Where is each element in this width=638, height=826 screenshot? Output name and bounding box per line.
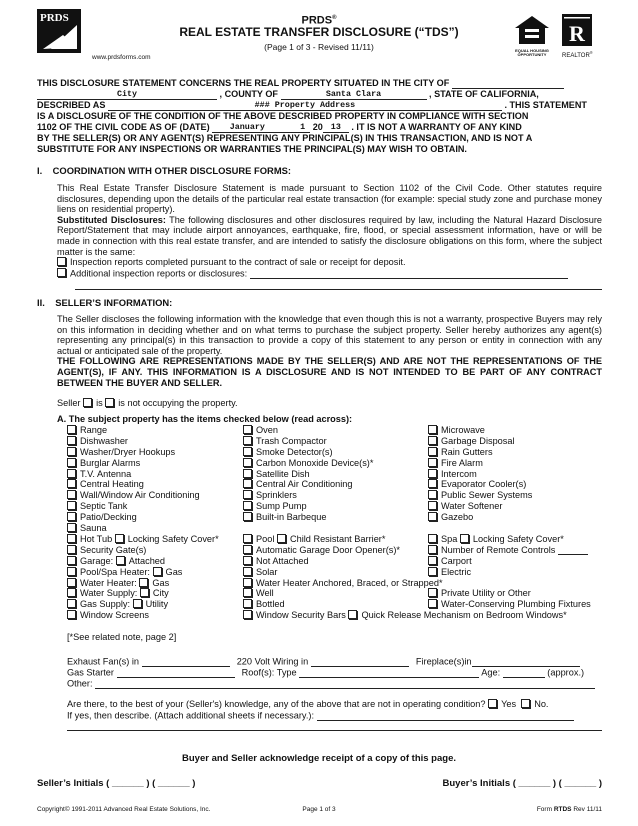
eho-label: EQUAL HOUSING OPPORTUNITY <box>515 47 549 58</box>
yes-label: Yes <box>501 699 517 709</box>
item-antenna <box>67 469 200 480</box>
spa-checkbox[interactable] <box>428 534 437 543</box>
item-antenna-label: T.V. Antenna <box>80 468 132 479</box>
water-conserving-checkbox[interactable] <box>428 599 437 608</box>
gas-utility-label: Utility <box>145 599 169 610</box>
approx-label: (approx.) <box>547 667 585 678</box>
date-year-field[interactable]: 13 <box>323 122 349 133</box>
pool-heater-label: Pool/Spa Heater: <box>80 566 150 577</box>
fields-row-1 <box>67 656 602 667</box>
water-supply-city-label: City <box>152 588 169 599</box>
row-water-heater <box>67 578 607 589</box>
item-patio-label: Patio/Decking <box>80 512 137 523</box>
seller-is-checkbox[interactable] <box>83 398 92 407</box>
occupying-label: is not occupying the property. <box>118 398 238 408</box>
item-disposal-checkbox[interactable] <box>428 436 437 445</box>
garage-group <box>67 556 165 567</box>
item-intercom <box>428 469 532 480</box>
item-satellite-checkbox[interactable] <box>243 469 252 478</box>
state-label: , STATE OF CALIFORNIA, <box>429 89 539 100</box>
item-gazebo <box>428 512 532 523</box>
item-microwave-checkbox[interactable] <box>428 425 437 434</box>
item-evaporator-checkbox[interactable] <box>428 479 437 488</box>
substituted-text: The following disclosures and other disclosures required by law, including the Natural Hazard Disclosure Report/Statement that may include airport annoyances, earthquake, fire, flood, or special assessment information, have or will be made in connection with this real estate transfer, and are intended to satisfy the disclosure obligations on this form, where the subject matter is the same: <box>57 214 602 257</box>
gas-utility-checkbox[interactable] <box>133 599 142 608</box>
item-microwave-label: Microwave <box>441 425 485 435</box>
garage-label: Garage: <box>80 555 114 566</box>
item-evaporator <box>428 479 532 490</box>
window-bars-group <box>243 610 567 621</box>
item-co-checkbox[interactable] <box>243 458 252 467</box>
date-day: 1 <box>300 121 306 132</box>
item-oven-checkbox[interactable] <box>243 425 252 434</box>
brand-mark: ® <box>332 15 337 21</box>
city-field[interactable]: City <box>37 89 217 100</box>
attached-checkbox[interactable] <box>116 556 125 565</box>
item-fire-alarm-label: Fire Alarm <box>441 457 483 468</box>
yes-checkbox[interactable] <box>488 699 497 708</box>
security-gates-checkbox[interactable] <box>67 545 76 554</box>
gas-starter-label: Gas Starter <box>67 667 114 678</box>
carport-group <box>428 556 472 567</box>
warranty-label: . IT IS NOT A WARRANTY OF ANY KIND <box>351 122 522 132</box>
attached-label: Attached <box>128 555 166 566</box>
realtor-r-icon <box>562 14 592 46</box>
item-satellite-label: Satellite Dish <box>256 468 310 479</box>
fireplace-field[interactable] <box>472 656 580 667</box>
form-prefix: Form <box>536 806 552 813</box>
city-line[interactable] <box>452 78 564 89</box>
intro-line-6: BY THE SELLER(S) OR ANY AGENT(S) REPRESENTING ANY PRINCIPAL(S) IN THIS TRANSACTION, AND IS NOT A <box>37 132 533 143</box>
roof-field[interactable] <box>299 667 479 678</box>
section-1-p1: This Real Estate Transfer Disclosure Statement is made pursuant to Section 1102 of the Civil Code. Other statutes require disclosures, depending upon the details of the particular real estate transaction (for example: special study zone and purchase money liens on residential property). <box>57 183 602 215</box>
gas-supply-label: Gas Supply: <box>80 599 131 610</box>
volt-field[interactable] <box>311 656 409 667</box>
item-gazebo-checkbox[interactable] <box>428 512 437 521</box>
substituted-label: Substituted Disclosures: <box>57 214 166 225</box>
footer-page: Page 1 of 3 <box>302 806 336 813</box>
item-trash-label: Trash Compactor <box>256 435 327 446</box>
item-sewer <box>428 490 532 501</box>
section-2-title: SELLER’S INFORMATION: <box>55 297 173 308</box>
pool-heater-gas-label: Gas <box>165 566 183 577</box>
item-central-heating <box>67 479 200 490</box>
water-heater-gas-label: Gas <box>152 577 170 588</box>
garage-opener-group <box>243 545 400 556</box>
hot-tub-checkbox[interactable] <box>67 534 76 543</box>
hot-tub-label: Hot Tub <box>80 534 113 544</box>
section-2-heading <box>37 298 172 309</box>
operating-question-text: Are there, to the best of your (Seller's) knowledge, any of the above that are not in operating condition? <box>67 699 486 709</box>
item-sprinklers <box>243 490 373 501</box>
item-sump-checkbox[interactable] <box>243 501 252 510</box>
section-1-body <box>57 183 602 279</box>
date-month: January <box>229 121 265 132</box>
spa-label: Spa <box>441 534 458 544</box>
security-gates-group <box>67 545 146 556</box>
describe-field[interactable] <box>317 710 574 721</box>
item-sauna <box>67 523 200 534</box>
item-fire-alarm <box>428 458 532 469</box>
row-pool-heater <box>67 567 607 578</box>
window-screens-label: Window Screens <box>80 610 149 621</box>
fields-row-2 <box>67 667 602 678</box>
item-gutters-label: Rain Gutters <box>441 446 493 457</box>
solar-group <box>243 567 277 578</box>
items-col-1 <box>67 425 200 534</box>
address-field[interactable]: ### Property Address <box>108 100 502 111</box>
item-softener-checkbox[interactable] <box>428 501 437 510</box>
item-sauna-label: Sauna <box>80 523 107 534</box>
item-range-label: Range <box>80 425 108 435</box>
window-bars-label: Window Security Bars <box>256 610 346 621</box>
item-central-ac-checkbox[interactable] <box>243 479 252 488</box>
describe-label: If yes, then describe. (Attach additional sheets if necessary.): <box>67 710 314 721</box>
age-label: Age: <box>481 667 501 678</box>
item-burglar-checkbox[interactable] <box>67 458 76 467</box>
item-dishwasher-checkbox[interactable] <box>67 436 76 445</box>
bottled-checkbox[interactable] <box>243 599 252 608</box>
spa-cover-checkbox[interactable] <box>460 534 469 543</box>
row-security <box>67 545 607 556</box>
remote-controls-field[interactable] <box>558 545 588 555</box>
realtor-label <box>562 49 602 60</box>
intro-line-5 <box>37 122 602 133</box>
well-group <box>243 588 274 599</box>
realtor-text: REALTOR <box>562 52 590 59</box>
operating-question <box>67 699 602 710</box>
additional-checkbox[interactable] <box>57 268 66 277</box>
exhaust-label: Exhaust Fan(s) in <box>67 656 139 667</box>
item-central-ac-label: Central Air Conditioning <box>256 479 353 490</box>
item-gutters <box>428 447 532 458</box>
water-supply-group <box>67 588 169 599</box>
private-utility-checkbox[interactable] <box>428 588 437 597</box>
item-range-checkbox[interactable] <box>67 425 76 434</box>
seller-initials[interactable]: Seller’s Initials ( ______ ) ( ______ ) <box>37 778 196 789</box>
item-wall-ac <box>67 490 200 501</box>
item-bbq-label: Built-in Barbeque <box>256 512 327 523</box>
item-satellite <box>243 469 373 480</box>
related-note: [*See related note, page 2] <box>67 632 177 642</box>
item-central-ac <box>243 479 373 490</box>
item-wall-ac-label: Wall/Window Air Conditioning <box>80 490 200 501</box>
brand-name: PRDS <box>301 14 333 27</box>
pool-label: Pool <box>256 534 275 544</box>
realtor-logo <box>562 14 602 58</box>
water-heater-gas-checkbox[interactable] <box>139 578 148 587</box>
gas-supply-checkbox[interactable] <box>67 599 76 608</box>
roof-label: Roof(s): Type <box>241 667 297 678</box>
spa-group <box>428 534 564 545</box>
intro-line-1 <box>37 78 602 89</box>
item-softener-label: Water Softener <box>441 501 503 512</box>
garage-opener-label: Automatic Garage Door Opener(s)* <box>256 544 400 555</box>
item-trash <box>243 436 373 447</box>
describe-line-2[interactable] <box>67 730 602 731</box>
item-patio <box>67 512 200 523</box>
house-icon <box>513 14 551 46</box>
window-screens-checkbox[interactable] <box>67 610 76 619</box>
item-range <box>67 425 200 436</box>
section-1-heading <box>37 166 291 177</box>
window-screens-group <box>67 610 149 621</box>
bottled-label: Bottled <box>256 599 285 610</box>
items-col-3 <box>428 425 532 523</box>
pool-heater-gas-checkbox[interactable] <box>153 567 162 576</box>
water-heater-checkbox[interactable] <box>67 578 76 587</box>
row-garage <box>67 556 607 567</box>
item-bbq <box>243 512 373 523</box>
row-hot-tub <box>67 534 607 545</box>
fields-row-3 <box>67 678 602 689</box>
inspection-label: Inspection reports completed pursuant to the contract of sale or receipt for deposit. <box>70 257 406 268</box>
realtor-mark: ® <box>589 49 593 55</box>
seller-label: Seller <box>57 398 81 408</box>
page-title: REAL ESTATE TRANSFER DISCLOSURE (“TDS”) <box>179 25 459 39</box>
pool-heater-checkbox[interactable] <box>67 567 76 576</box>
section-2-p1: The Seller discloses the following information with the knowledge that even though this is not a warranty, prospective Buyers may rely on this information in deciding whether and on what terms to purchase the subject property. Seller hereby authorizes any agent(s) representing any principal(s) in this transaction to provide a copy of this statement to any person or entity in connection with any actual or anticipated sale of the property. <box>57 314 602 356</box>
footer-copyright: Copyright© 1991-2011 Advanced Real Estate Solutions, Inc. <box>37 806 211 813</box>
child-barrier-checkbox[interactable] <box>277 534 286 543</box>
item-co <box>243 458 373 469</box>
item-washer-checkbox[interactable] <box>67 447 76 456</box>
item-sprinklers-label: Sprinklers <box>256 490 297 501</box>
electric-label: Electric <box>441 566 472 577</box>
water-supply-checkbox[interactable] <box>67 588 76 597</box>
row-gas-supply <box>67 599 607 610</box>
item-intercom-label: Intercom <box>441 468 477 479</box>
other-field[interactable] <box>95 678 595 689</box>
described-label: DESCRIBED AS <box>37 100 106 111</box>
solar-label: Solar <box>256 566 278 577</box>
additional-field[interactable] <box>250 268 568 279</box>
statement-label: . THIS STATEMENT <box>504 100 587 111</box>
not-attached-label: Not Attached <box>256 555 309 566</box>
svg-text:R: R <box>569 21 585 46</box>
other-label: Other: <box>67 678 93 689</box>
item-central-heating-label: Central Heating <box>80 479 144 490</box>
fireplace-label: Fireplace(s)in <box>415 656 472 667</box>
section-1-title: COORDINATION WITH OTHER DISCLOSURE FORMS: <box>52 165 291 176</box>
item-smoke-label: Smoke Detector(s) <box>256 446 333 457</box>
intro-line-7: SUBSTITUTE FOR ANY INSPECTIONS OR WARRANTIES THE PRINCIPAL(S) MAY WISH TO OBTAIN. <box>37 143 467 154</box>
item-septic-label: Septic Tank <box>80 501 128 512</box>
county-field[interactable]: Santa Clara <box>281 89 427 100</box>
hot-tub-group <box>67 534 219 545</box>
water-supply-label: Water Supply: <box>80 588 138 599</box>
remote-controls-group <box>428 545 588 556</box>
item-sewer-label: Public Sewer Systems <box>441 490 533 501</box>
item-dishwasher <box>67 436 200 447</box>
footer-form <box>537 805 602 816</box>
bottled-group <box>243 599 285 610</box>
row-water-supply <box>67 588 607 599</box>
pool-group <box>243 534 385 545</box>
well-checkbox[interactable] <box>243 588 252 597</box>
item-washer-label: Washer/Dryer Hookups <box>80 446 176 457</box>
item-disposal-label: Garbage Disposal <box>441 435 515 446</box>
item-burglar <box>67 458 200 469</box>
child-barrier-label: Child Resistant Barrier* <box>289 534 386 544</box>
item-oven-label: Oven <box>256 425 278 435</box>
water-heater-anchored-label: Water Heater Anchored, Braced, or Strapped* <box>256 577 443 588</box>
describe-row <box>67 710 602 721</box>
logo-text: PRDS <box>40 12 69 24</box>
additional-line-2[interactable] <box>75 289 602 290</box>
county-label: , COUNTY OF <box>219 89 278 100</box>
exhaust-field[interactable] <box>142 656 230 667</box>
item-evaporator-label: Evaporator Cooler(s) <box>441 479 527 490</box>
intro-block <box>37 78 602 155</box>
is-label: is <box>96 398 103 408</box>
hot-tub-cover-label: Locking Safety Cover* <box>127 534 219 544</box>
item-trash-checkbox[interactable] <box>243 436 252 445</box>
no-label: No. <box>534 699 549 709</box>
opt-inspection-reports <box>57 257 602 268</box>
pool-heater-group <box>67 567 182 578</box>
section-2-p2: THE FOLLOWING ARE REPRESENTATIONS MADE BY THE SELLER(S) AND ARE NOT THE REPRESENTATIONS OF THE AGENT(S), IF ANY. THIS INFORMATION IS A DISCLOSURE AND IS NOT INTENDED TO BE PART OF ANY CONTRACT BETWEEN THE BUYER AND SELLER. <box>57 356 602 388</box>
item-wall-ac-checkbox[interactable] <box>67 490 76 499</box>
item-disposal <box>428 436 532 447</box>
seller-occupancy <box>57 398 238 409</box>
pool-checkbox[interactable] <box>243 534 252 543</box>
buyer-initials[interactable]: Buyer’s Initials ( ______ ) ( ______ ) <box>442 778 602 789</box>
volt-label: 220 Volt Wiring in <box>236 656 309 667</box>
item-dishwasher-label: Dishwasher <box>80 435 128 446</box>
water-heater-anchored-checkbox[interactable] <box>243 578 252 587</box>
intro-line-4: IS A DISCLOSURE OF THE CONDITION OF THE ABOVE DESCRIBED PROPERTY IN COMPLIANCE WITH SECTION <box>37 111 529 121</box>
water-supply-city-checkbox[interactable] <box>140 588 149 597</box>
solar-checkbox[interactable] <box>243 567 252 576</box>
remote-controls-label: Number of Remote Controls <box>441 544 556 555</box>
window-bars-checkbox[interactable] <box>243 610 252 619</box>
date-year-prefix: 20 <box>312 122 323 132</box>
date-label: 1102 OF THE CIVIL CODE AS OF (DATE) <box>37 122 210 132</box>
item-sump-label: Sump Pump <box>256 501 307 512</box>
not-attached-group <box>243 556 309 567</box>
item-burglar-label: Burglar Alarms <box>80 457 141 468</box>
water-heater-anchored-group <box>243 578 443 589</box>
item-co-label: Carbon Monoxide Device(s)* <box>256 457 374 468</box>
item-softener <box>428 501 532 512</box>
gas-supply-group <box>67 599 168 610</box>
item-oven <box>243 425 373 436</box>
remote-controls-checkbox[interactable] <box>428 545 437 554</box>
site-url: www.prdsforms.com <box>92 54 151 61</box>
item-septic-checkbox[interactable] <box>67 501 76 510</box>
item-smoke-checkbox[interactable] <box>243 447 252 456</box>
intro-line-2 <box>37 89 602 100</box>
section-1-p2 <box>57 215 602 257</box>
water-heater-group <box>67 578 169 589</box>
item-microwave <box>428 425 532 436</box>
acknowledge-text: Buyer and Seller acknowledge receipt of a copy of this page. <box>182 753 456 764</box>
section-2-num: II. <box>37 297 45 308</box>
items-heading: A. The subject property has the items checked below (read across): <box>57 414 353 424</box>
gas-starter-field[interactable] <box>117 667 235 678</box>
date-month-field[interactable] <box>212 122 310 133</box>
item-antenna-checkbox[interactable] <box>67 469 76 478</box>
item-sump <box>243 501 373 512</box>
private-utility-group <box>428 588 531 599</box>
item-intercom-checkbox[interactable] <box>428 469 437 478</box>
inspection-checkbox[interactable] <box>57 257 66 266</box>
electric-checkbox[interactable] <box>428 567 437 576</box>
carport-label: Carport <box>441 555 472 566</box>
not-attached-checkbox[interactable] <box>243 556 252 565</box>
section-1-num: I. <box>37 165 43 176</box>
item-washer <box>67 447 200 458</box>
water-conserving-label: Water-Conserving Plumbing Fixtures <box>441 599 591 610</box>
spa-cover-label: Locking Safety Cover* <box>472 534 564 544</box>
intro-line-3 <box>37 100 602 111</box>
page-subtitle: (Page 1 of 3 - Revised 11/11) <box>264 42 374 52</box>
water-conserving-group <box>428 599 591 610</box>
quick-release-label: Quick Release Mechanism on Bedroom Windows* <box>361 610 567 621</box>
section-2-body <box>57 314 602 388</box>
item-sauna-checkbox[interactable] <box>67 523 76 532</box>
item-sprinklers-checkbox[interactable] <box>243 490 252 499</box>
item-fire-alarm-checkbox[interactable] <box>428 458 437 467</box>
quick-release-checkbox[interactable] <box>348 610 357 619</box>
well-label: Well <box>256 588 274 599</box>
form-code: RTDS <box>553 806 572 813</box>
items-col-2 <box>243 425 373 523</box>
security-gates-label: Security Gate(s) <box>80 544 147 555</box>
seller-is-not-checkbox[interactable] <box>105 398 114 407</box>
hot-tub-cover-checkbox[interactable] <box>115 534 124 543</box>
item-septic <box>67 501 200 512</box>
opt-additional-reports <box>57 268 602 279</box>
equal-housing-logo <box>513 14 551 56</box>
no-checkbox[interactable] <box>521 699 530 708</box>
item-gazebo-label: Gazebo <box>441 512 474 523</box>
item-sewer-checkbox[interactable] <box>428 490 437 499</box>
carport-checkbox[interactable] <box>428 556 437 565</box>
garage-opener-checkbox[interactable] <box>243 545 252 554</box>
form-rev: Rev 11/11 <box>573 806 602 813</box>
electric-group <box>428 567 471 578</box>
row-windows <box>67 610 607 621</box>
items-mixed <box>67 534 607 621</box>
water-heater-label: Water Heater: <box>80 577 137 588</box>
private-utility-label: Private Utility or Other <box>441 588 531 599</box>
item-smoke <box>243 447 373 458</box>
item-bbq-checkbox[interactable] <box>243 512 252 521</box>
item-central-heating-checkbox[interactable] <box>67 479 76 488</box>
item-gutters-checkbox[interactable] <box>428 447 437 456</box>
intro-text-1: THIS DISCLOSURE STATEMENT CONCERNS THE REAL PROPERTY SITUATED IN THE CITY OF <box>37 78 450 89</box>
garage-checkbox[interactable] <box>67 556 76 565</box>
age-field[interactable] <box>503 667 545 678</box>
item-patio-checkbox[interactable] <box>67 512 76 521</box>
additional-label: Additional inspection reports or disclosures: <box>70 268 248 279</box>
